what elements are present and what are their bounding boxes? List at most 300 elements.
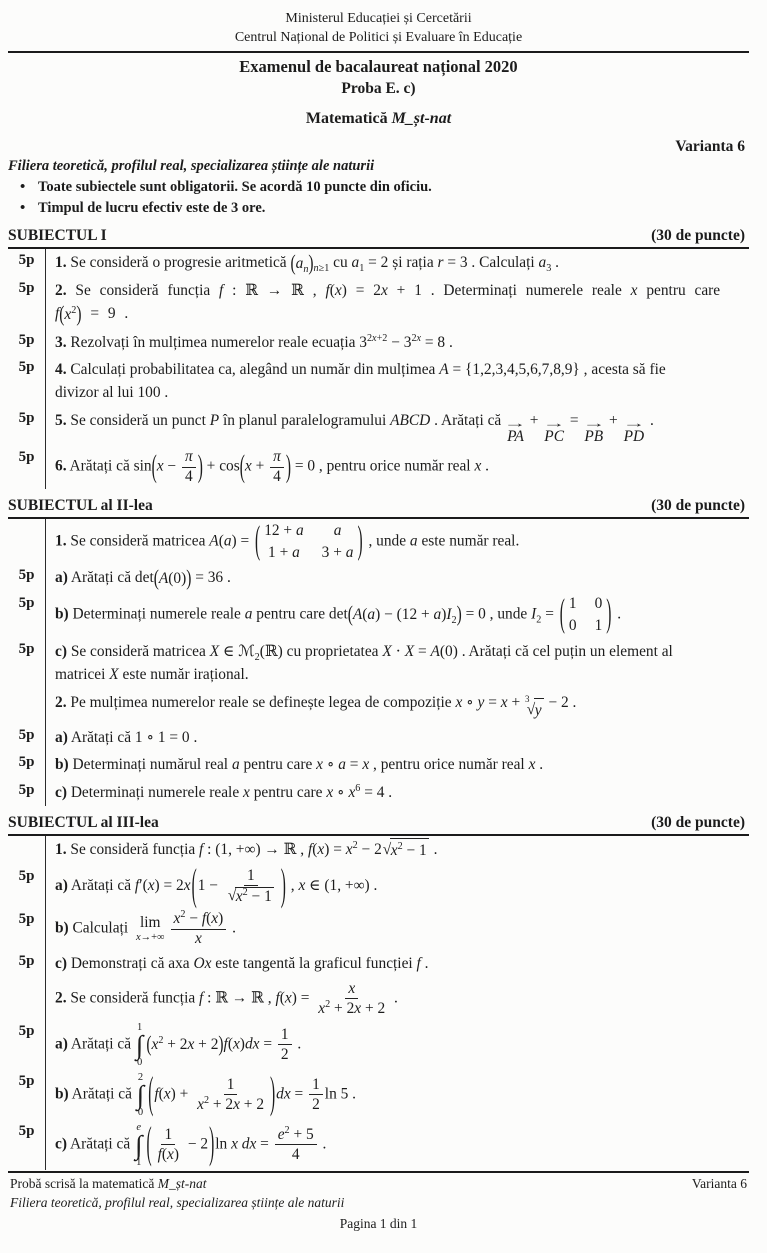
fraction bbox=[224, 867, 278, 906]
integral-sign: ∫ bbox=[135, 1129, 143, 1160]
item-number: c) bbox=[55, 783, 67, 801]
matrix bbox=[560, 594, 612, 636]
right-paren: ) bbox=[308, 250, 314, 276]
problem-row bbox=[8, 519, 749, 565]
subscript: 2 bbox=[536, 614, 542, 626]
math-variable: x bbox=[362, 756, 370, 774]
paren-content: x + $\frac{\pi}{4}$ bbox=[245, 448, 286, 486]
math-variable: a bbox=[244, 605, 253, 623]
math-variable: a bbox=[295, 254, 304, 272]
right-paren: ) bbox=[456, 602, 462, 627]
math-variable: x bbox=[316, 756, 323, 774]
radicand bbox=[534, 698, 544, 722]
vector bbox=[542, 415, 566, 445]
paren-group bbox=[240, 448, 291, 486]
ministry-line2: Centrul Național de Politici și Evaluare în Educație bbox=[234, 29, 523, 45]
points-label: 5p bbox=[8, 865, 46, 908]
math-variable: x bbox=[474, 457, 482, 475]
math-variable: a bbox=[345, 543, 354, 561]
vector-arrow-icon: → bbox=[582, 415, 606, 430]
points-label bbox=[8, 519, 46, 565]
math-variable: x bbox=[231, 1135, 238, 1153]
matrix-grid bbox=[565, 594, 606, 636]
header-divider bbox=[8, 51, 749, 53]
footer-page-number: Pagina 1 din 1 bbox=[339, 1215, 418, 1231]
exam-subject bbox=[8, 110, 749, 128]
paren-group bbox=[348, 603, 462, 626]
item-number: 2. bbox=[55, 989, 67, 1007]
math-variable: x bbox=[528, 756, 536, 774]
vector-arrow-icon: → bbox=[542, 415, 566, 430]
footer-row-1 bbox=[10, 1175, 747, 1194]
points-label: 5p bbox=[8, 277, 46, 329]
math-variable: x bbox=[372, 332, 377, 344]
math-variable: a bbox=[333, 521, 342, 539]
section-2-title: SUBIECTUL al II-lea bbox=[8, 496, 153, 514]
problem-row bbox=[8, 908, 749, 950]
math-variable: I bbox=[446, 606, 452, 624]
radical-index: 3 bbox=[525, 693, 530, 704]
instruction-bullet-2: • Timpul de lucru efectiv este de 3 ore. bbox=[38, 198, 749, 219]
math-variable: x bbox=[151, 1036, 159, 1054]
left-paren: ( bbox=[148, 1069, 154, 1120]
problem-text: 1. Se consideră matricea A(a) = ( 12 + a a 1 + a 3 + a ) , unde a este număr real. bbox=[46, 519, 749, 565]
superscript: 2 bbox=[158, 1035, 164, 1047]
fraction bbox=[275, 1126, 317, 1164]
math-variable: P bbox=[209, 411, 220, 429]
integral-upper-limit: 1 bbox=[137, 1021, 143, 1033]
page-footer bbox=[8, 1173, 749, 1234]
points-label: 5p bbox=[8, 592, 46, 638]
paren-group bbox=[147, 1069, 276, 1120]
problem-text: a) Arătați că 1 ∫ 0 ( $x^2 + 2x + 2$ ) f(x)dx = $\frac{1}{2}$ . bbox=[55, 1021, 302, 1068]
problem-text: 5. Se consideră un punct P în planul paralelogramului ABCD . Arătați că → PA + → PC = → PB + → PD . bbox=[55, 411, 654, 445]
fraction bbox=[194, 1076, 267, 1114]
item-number: a) bbox=[55, 1035, 68, 1053]
paren-content bbox=[296, 252, 309, 275]
math-variable: x bbox=[194, 930, 202, 948]
item-number: a) bbox=[55, 876, 68, 894]
problem-row bbox=[8, 592, 749, 638]
problem-row bbox=[8, 407, 749, 446]
problem-text: 2. Pe mulțimea numerelor reale se definește legea de compoziție x ∘ y = x + 3 √ y − 2 . bbox=[46, 689, 749, 724]
matrix-cell: 0 bbox=[568, 617, 577, 635]
radical bbox=[525, 693, 544, 722]
section-1-title: SUBIECTUL I bbox=[8, 226, 107, 244]
section-3-problems bbox=[8, 836, 749, 1170]
math-variable: f bbox=[157, 1145, 162, 1163]
math-variable: x bbox=[284, 989, 292, 1007]
item-number: 1. bbox=[55, 841, 67, 859]
problem-text: b) Arătați că 2 ∫ 0 ( f(x) + $\frac{1}{x^2 + 2x + 2}$ ) dx = $\frac{1}{2}$ ln 5 . bbox=[46, 1070, 749, 1120]
math-variable: f bbox=[325, 281, 330, 299]
numerator: 1 bbox=[278, 1026, 292, 1046]
section-subiectul-1 bbox=[8, 226, 749, 489]
math-variable: f bbox=[154, 1085, 159, 1103]
item-number: 1. bbox=[55, 253, 67, 271]
denominator: f(x) bbox=[157, 1145, 180, 1163]
subscript: n≥1 bbox=[313, 262, 330, 274]
problem-text: c) Arătați că e ∫ 1 ( $\frac{1}{f(x)}$ − 2 ) ln x dx = $\frac{e^2 + 5}{4}$ . bbox=[46, 1120, 749, 1170]
math-variable: y bbox=[477, 693, 485, 711]
math-variable: x bbox=[390, 842, 398, 860]
left-paren: ( bbox=[146, 1032, 152, 1058]
denominator: 4 bbox=[291, 1145, 300, 1163]
superscript: 2x bbox=[411, 332, 422, 344]
ministry-header bbox=[8, 10, 749, 48]
math-variable: x bbox=[354, 999, 362, 1017]
problem-text: a) Arătați că det ( A(0) ) = 36 . bbox=[46, 564, 749, 592]
vector-name: PD bbox=[623, 427, 645, 445]
vector bbox=[582, 415, 606, 445]
item-number: c) bbox=[55, 642, 67, 660]
subscript: 3 bbox=[546, 262, 552, 274]
integral-lower-limit: 0 bbox=[137, 1106, 144, 1118]
problem-text: b) Calculați lim x→+∞ $\frac{x^2 - f(x)}{x}$ . bbox=[55, 908, 236, 948]
math-variable: x bbox=[348, 783, 356, 801]
problem-text: c) Demonstrați că axa Ox este tangentă la graficul funcției f . bbox=[55, 955, 429, 973]
math-variable: x bbox=[500, 693, 508, 711]
item-number: 2. bbox=[55, 693, 67, 711]
problem-row bbox=[8, 1020, 749, 1070]
radical bbox=[383, 838, 429, 862]
math-variable: f bbox=[199, 989, 204, 1007]
item-number: c) bbox=[55, 955, 67, 973]
math-variable: x bbox=[243, 783, 250, 801]
footer-variant: Varianta 6 bbox=[691, 1175, 747, 1191]
limit-word: lim bbox=[139, 914, 161, 932]
math-variable: A bbox=[352, 606, 363, 624]
matrix-cell bbox=[322, 521, 354, 540]
problem-row bbox=[8, 860, 749, 911]
points-label: 5p bbox=[8, 407, 46, 446]
fraction bbox=[155, 1126, 182, 1164]
section-subiectul-2 bbox=[8, 496, 749, 807]
points-label: 5p bbox=[8, 751, 46, 778]
variant-label: Varianta 6 bbox=[675, 137, 745, 155]
vector-arrow-icon: → bbox=[504, 415, 527, 430]
math-variable: A bbox=[430, 642, 440, 660]
instructions-list bbox=[8, 177, 749, 219]
fraction bbox=[171, 910, 227, 948]
problem-row bbox=[8, 1120, 749, 1170]
math-variable: x bbox=[317, 841, 325, 859]
numerator bbox=[345, 980, 358, 1000]
math-variable: x bbox=[235, 887, 243, 905]
math-variable: n bbox=[303, 263, 309, 275]
denominator bbox=[224, 886, 278, 906]
math-variable: r bbox=[437, 253, 444, 271]
radical-sign: √ bbox=[526, 700, 536, 718]
math-variable: a bbox=[223, 531, 232, 549]
paren-group bbox=[59, 303, 81, 326]
paren-group bbox=[154, 567, 192, 590]
math-variable: f bbox=[416, 955, 421, 973]
points-label: 5p bbox=[8, 950, 46, 977]
math-variable: a bbox=[295, 521, 304, 539]
problem-row bbox=[8, 446, 749, 488]
right-paren: ) bbox=[285, 449, 291, 485]
paren-content: 1 − 1 √ $x^2 - 1$ bbox=[198, 867, 280, 906]
points-label: 5p bbox=[8, 1070, 46, 1120]
math-variable: f bbox=[55, 305, 60, 323]
problem-row bbox=[8, 751, 749, 778]
item-number: 5. bbox=[55, 411, 67, 429]
item-number: b) bbox=[55, 1085, 69, 1103]
points-label bbox=[8, 689, 46, 724]
math-variable: x bbox=[135, 931, 141, 943]
fraction bbox=[182, 448, 196, 486]
left-paren: ( bbox=[255, 519, 261, 563]
math-variable: x bbox=[211, 909, 219, 927]
math-variable: a bbox=[338, 756, 346, 774]
math-variable: A bbox=[158, 569, 169, 587]
superscript: 2 bbox=[180, 908, 186, 920]
right-paren: ) bbox=[357, 519, 363, 563]
math-variable: f bbox=[201, 909, 207, 927]
problem-text: 2. Se consideră funcția f : ℝ → ℝ , f(x) = 2x + 1 . Determinați numerele reale x pentru care f ( $x^2$ ) = 9 . bbox=[46, 277, 749, 329]
section-3-title: SUBIECTUL al III-lea bbox=[8, 814, 159, 832]
points-label: 5p bbox=[8, 1120, 46, 1170]
paren-group bbox=[191, 860, 287, 911]
superscript: 2 bbox=[242, 886, 248, 898]
paren-content: $A(a) - (12 + a)I_2$ bbox=[352, 606, 457, 627]
math-variable: X bbox=[109, 666, 119, 684]
footer-proba-code: M_șt-nat bbox=[157, 1175, 207, 1191]
math-variable: x bbox=[183, 876, 191, 894]
fraction bbox=[309, 1076, 323, 1114]
math-variable: x bbox=[348, 979, 356, 997]
math-variable: a bbox=[538, 253, 547, 271]
vector-arrow-icon: → bbox=[622, 415, 646, 430]
radicand: $x^2 - 1$ bbox=[390, 838, 429, 862]
integral-sign: ∫ bbox=[136, 1079, 145, 1110]
vector-name: PC bbox=[544, 427, 564, 445]
math-variable: x bbox=[197, 1095, 204, 1113]
matrix-cell: 3 + a bbox=[321, 543, 354, 561]
points-label: 5p bbox=[8, 638, 46, 689]
item-number: 1. bbox=[55, 531, 67, 549]
math-variable: dx bbox=[241, 1135, 257, 1153]
math-variable: Ox bbox=[193, 955, 212, 973]
radical-sign: √ bbox=[382, 841, 392, 859]
section-1-header bbox=[8, 226, 749, 249]
item-number: c) bbox=[55, 1135, 67, 1153]
math-variable: x bbox=[167, 1145, 174, 1163]
problem-row bbox=[8, 779, 749, 806]
numerator: 1 bbox=[224, 1076, 238, 1096]
left-paren: ( bbox=[559, 592, 565, 637]
problem-row bbox=[8, 638, 749, 689]
problem-row bbox=[8, 1070, 749, 1120]
math-variable: f bbox=[134, 876, 140, 894]
integral bbox=[136, 1022, 143, 1068]
math-variable: x bbox=[64, 306, 72, 324]
item-number: 6. bbox=[55, 457, 67, 475]
math-variable: a bbox=[409, 531, 418, 549]
vector-name: PB bbox=[584, 427, 604, 445]
numerator: $x^2 - f(x)$ bbox=[171, 910, 227, 930]
math-variable: x bbox=[380, 281, 388, 299]
matrix bbox=[255, 521, 363, 563]
vector bbox=[504, 415, 527, 445]
points-label: 5p bbox=[8, 564, 46, 592]
math-variable: x bbox=[334, 281, 342, 299]
problem-text: a) Arătați că f′(x) = 2x ( 1 − 1 √ $x^2 - 1$ ) , x ∈ (1, +∞) . bbox=[46, 865, 749, 908]
right-paren: ) bbox=[197, 449, 203, 485]
right-paren: ) bbox=[218, 1032, 224, 1058]
section-1-problems bbox=[8, 249, 749, 489]
radical bbox=[228, 887, 274, 906]
points-label: 5p bbox=[8, 446, 46, 488]
math-variable: x bbox=[630, 281, 638, 299]
superscript: 2 bbox=[203, 1094, 210, 1106]
radical-sign: √ bbox=[227, 886, 237, 904]
problem-text: 4. Calculați probabilitatea ca, alegând un număr din mulțimea A = {1,2,3,4,5,6,7,8,9} , acesta să fie divizor al lui 100 . bbox=[55, 360, 666, 402]
math-variable: A bbox=[439, 360, 449, 378]
problem-text: 3. Rezolvați în mulțimea numerelor reale ecuația $3^{2x+2} - 3^{2x} = 8$ . bbox=[55, 332, 453, 351]
problem-row bbox=[8, 356, 749, 407]
problem-row bbox=[8, 836, 749, 864]
math-variable: x bbox=[455, 693, 463, 711]
subscript: 2 bbox=[451, 615, 457, 627]
exam-title: Examenul de bacalaureat național 2020 bbox=[239, 56, 518, 76]
problem-text: b) Determinați numerele reale a pentru care det ( $A(a) - (12 + a)I_2$ ) = 0 , unde $I_2$ = ( 1 0 0 1 ) . bbox=[46, 592, 749, 638]
section-1-points: (30 de puncte) bbox=[651, 226, 745, 244]
paren-content: A(0) bbox=[158, 569, 187, 587]
superscript: 2 bbox=[284, 1124, 290, 1136]
paren-group bbox=[152, 448, 203, 486]
numerator bbox=[182, 448, 196, 468]
subject-code: M_șt-nat bbox=[391, 109, 452, 127]
math-variable: x bbox=[147, 876, 155, 894]
fraction bbox=[315, 980, 388, 1018]
integral-lower-limit: 1 bbox=[136, 1156, 142, 1168]
item-number: b) bbox=[55, 605, 69, 623]
math-variable: a bbox=[433, 606, 442, 624]
points-label bbox=[8, 978, 46, 1020]
left-paren: ( bbox=[191, 860, 197, 911]
problem-text: 6. Arătați că sin ( x − $\frac{\pi}{4}$ ) + cos ( x + $\frac{\pi}{4}$ ) = 0 , pentru orice număr real x . bbox=[46, 446, 749, 488]
subscript: 2 bbox=[254, 651, 260, 663]
vector bbox=[622, 415, 646, 445]
points-label: 5p bbox=[8, 1020, 46, 1070]
problem-text: a) Arătați că 1 ∘ 1 = 0 . bbox=[55, 728, 198, 746]
math-variable: f bbox=[223, 1035, 228, 1053]
filiera-line: Filiera teoretică, profilul real, specializarea științe ale naturii bbox=[8, 157, 375, 174]
math-variable: X bbox=[382, 642, 392, 660]
math-variable: e bbox=[277, 1125, 285, 1143]
problem-row bbox=[8, 249, 749, 277]
math-variable: x bbox=[163, 1085, 171, 1103]
section-subiectul-3 bbox=[8, 813, 749, 1170]
points-label: 5p bbox=[8, 908, 46, 950]
math-variable: X bbox=[209, 642, 220, 660]
problem-text: b) Determinați numărul real a pentru care x ∘ a = x , pentru orice număr real x . bbox=[55, 756, 544, 774]
integral-upper-limit: 2 bbox=[137, 1071, 144, 1083]
fraction bbox=[270, 448, 284, 486]
integral-sign: ∫ bbox=[135, 1029, 144, 1060]
paren-content: $x^2 + 2x + 2$ bbox=[151, 1035, 219, 1054]
footer-filiera: Filiera teoretică, profilul real, specializarea științe ale naturii bbox=[10, 1194, 345, 1210]
math-variable: X bbox=[404, 642, 415, 660]
left-paren: ( bbox=[290, 250, 296, 276]
points-label: 5p bbox=[8, 779, 46, 806]
problem-row bbox=[8, 564, 749, 592]
paren-content bbox=[64, 303, 76, 326]
math-variable: π bbox=[184, 448, 193, 466]
math-variable: x bbox=[244, 457, 252, 475]
right-paren: ) bbox=[186, 565, 192, 591]
footer-proba bbox=[10, 1175, 206, 1194]
math-variable: x bbox=[416, 332, 422, 344]
math-variable: x bbox=[345, 841, 353, 859]
math-variable: x bbox=[232, 1035, 240, 1053]
fraction bbox=[278, 1026, 292, 1064]
instruction-bullet-1: • Toate subiectele sunt obligatorii. Se acordă 10 puncte din oficiu. bbox=[38, 177, 749, 198]
right-paren: ) bbox=[76, 302, 82, 327]
numerator: 1 bbox=[244, 867, 258, 887]
matrix-cell: 1 bbox=[568, 595, 577, 613]
math-variable: e bbox=[136, 1121, 142, 1133]
points-label: 5p bbox=[8, 249, 46, 277]
problem-row bbox=[8, 978, 749, 1020]
points-label: 5p bbox=[8, 329, 46, 356]
paren-group bbox=[146, 1033, 223, 1056]
problem-row bbox=[8, 724, 749, 751]
exam-proba: Proba E. c) bbox=[341, 79, 416, 97]
matrix-cell: 0 bbox=[594, 595, 603, 613]
math-variable: I bbox=[531, 605, 537, 623]
superscript: 2 bbox=[352, 840, 358, 852]
math-variable: x bbox=[187, 1036, 195, 1054]
denominator bbox=[192, 930, 205, 949]
footer-proba-text: Probă scrisă la matematică bbox=[10, 1175, 158, 1191]
math-variable: x bbox=[156, 457, 164, 475]
math-variable: x bbox=[298, 876, 306, 894]
problem-row bbox=[8, 329, 749, 356]
math-variable: x bbox=[173, 909, 181, 927]
left-paren: ( bbox=[347, 602, 353, 627]
math-variable: f bbox=[275, 989, 280, 1007]
right-paren: ) bbox=[209, 1119, 215, 1170]
paren-group bbox=[145, 1119, 215, 1170]
points-label: 5p bbox=[8, 356, 46, 407]
numerator: 1 bbox=[161, 1126, 175, 1146]
section-3-points: (30 de puncte) bbox=[651, 814, 745, 832]
integral-lower-limit: 0 bbox=[137, 1056, 143, 1068]
superscript: 2 bbox=[71, 305, 77, 317]
item-number: b) bbox=[55, 919, 69, 937]
radicand: $x^2 - 1$ bbox=[235, 886, 272, 905]
ministry-line1: Ministerul Educației și Cercetării bbox=[285, 11, 472, 26]
right-paren: ) bbox=[280, 860, 286, 911]
math-variable: a bbox=[367, 606, 376, 624]
denominator: 2 bbox=[312, 1095, 320, 1113]
math-variable: f bbox=[219, 281, 224, 299]
math-variable: a bbox=[231, 756, 240, 774]
denominator: $x^2 + 2x + 2$ bbox=[318, 998, 386, 1017]
right-paren: ) bbox=[606, 592, 612, 637]
points-label bbox=[8, 836, 46, 864]
superscript: 2 bbox=[325, 998, 331, 1010]
numerator: $e^2 + 5$ bbox=[275, 1126, 317, 1146]
denominator: 4 bbox=[273, 468, 281, 486]
item-number: a) bbox=[55, 569, 68, 587]
left-paren: ( bbox=[59, 302, 65, 327]
paren-content: f(x) + $\frac{1}{x^2 + 2x + 2}$ bbox=[154, 1076, 269, 1114]
paren-group bbox=[290, 252, 313, 275]
